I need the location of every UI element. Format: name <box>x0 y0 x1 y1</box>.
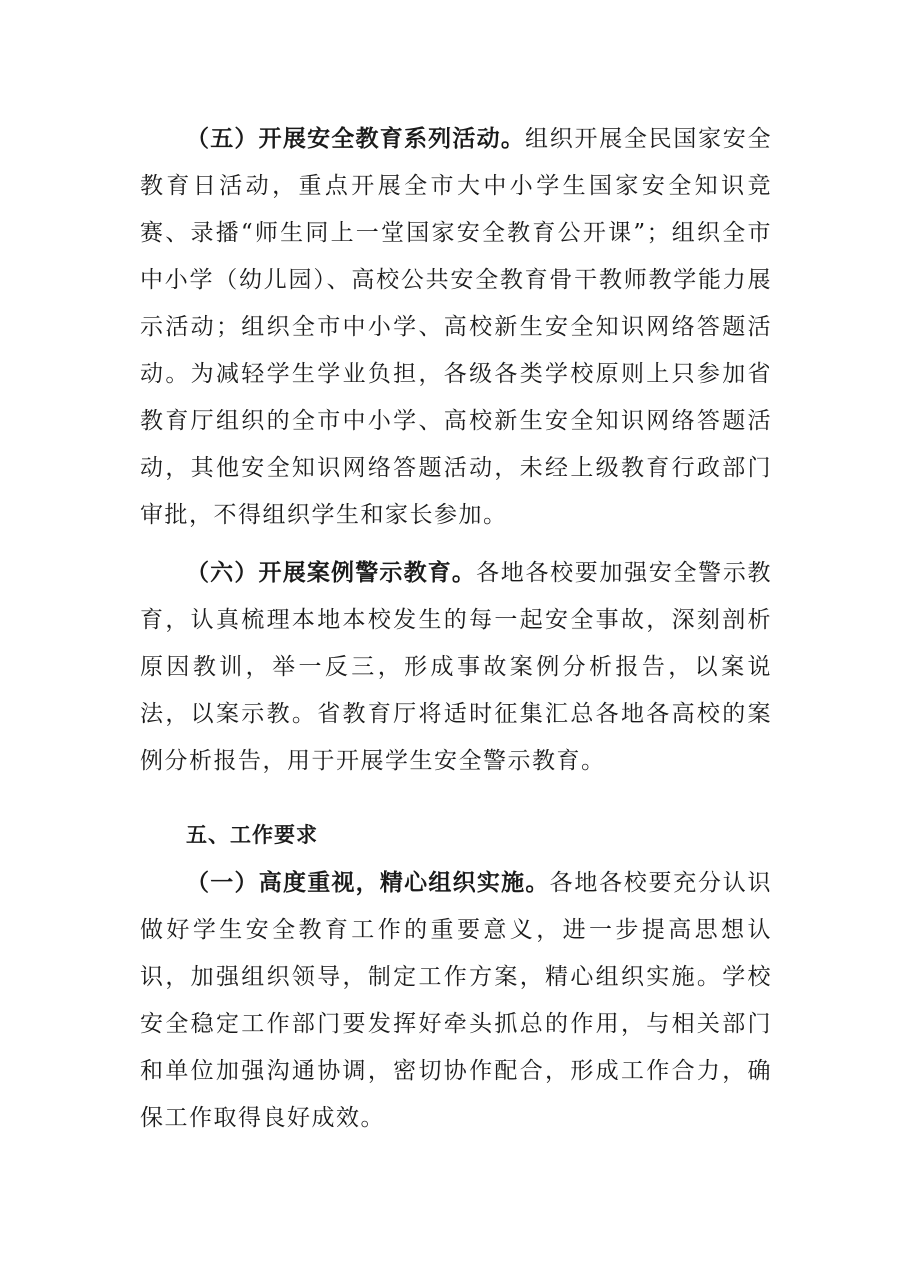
paragraph-body: 组织开展全民国家安全教育日活动，重点开展全市大中小学生国家安全知识竞赛、录播“师生同上一堂国家安全教育公开课”；组织全市中小学（幼儿园）、高校公共安全教育骨干教师教学能力展示活动；组织全市中小学、高校新生安全知识网络答题活动。为减轻学生学业负担，各级各类学校原则上只参加省教育厅组织的全市中小学、高校新生安全知识网络答题活动，其他安全知识网络答题活动，未经上级教育行政部门审批，不得组织学生和家长参加。 <box>140 126 773 528</box>
paragraph-case-warning <box>140 550 772 785</box>
paragraph-organize <box>140 860 772 1142</box>
paragraph-activities <box>140 116 772 539</box>
section-heading: 五、工作要求 <box>186 823 318 847</box>
paragraph-lead: （一）高度重视，精心组织实施。 <box>186 870 550 896</box>
paragraph-body: 各地各校要加强安全警示教育，认真梳理本地本校发生的每一起安全事故，深刻剖析原因教训，举一反三，形成事故案例分析报告，以案说法，以案示教。省教育厅将适时征集汇总各地各高校的案例分析报告，用于开展学生安全警示教育。 <box>140 560 773 774</box>
paragraph-lead: （六）开展案例警示教育。 <box>186 560 477 586</box>
paragraph-body: 各地各校要充分认识做好学生安全教育工作的重要意义，进一步提高思想认识，加强组织领导，制定工作方案，精心组织实施。学校安全稳定工作部门要发挥好牵头抓总的作用，与相关部门和单位加强沟通协调，密切协作配合，形成工作合力，确保工作取得良好成效。 <box>140 870 773 1131</box>
paragraph-lead: （五）开展安全教育系列活动。 <box>186 126 526 152</box>
